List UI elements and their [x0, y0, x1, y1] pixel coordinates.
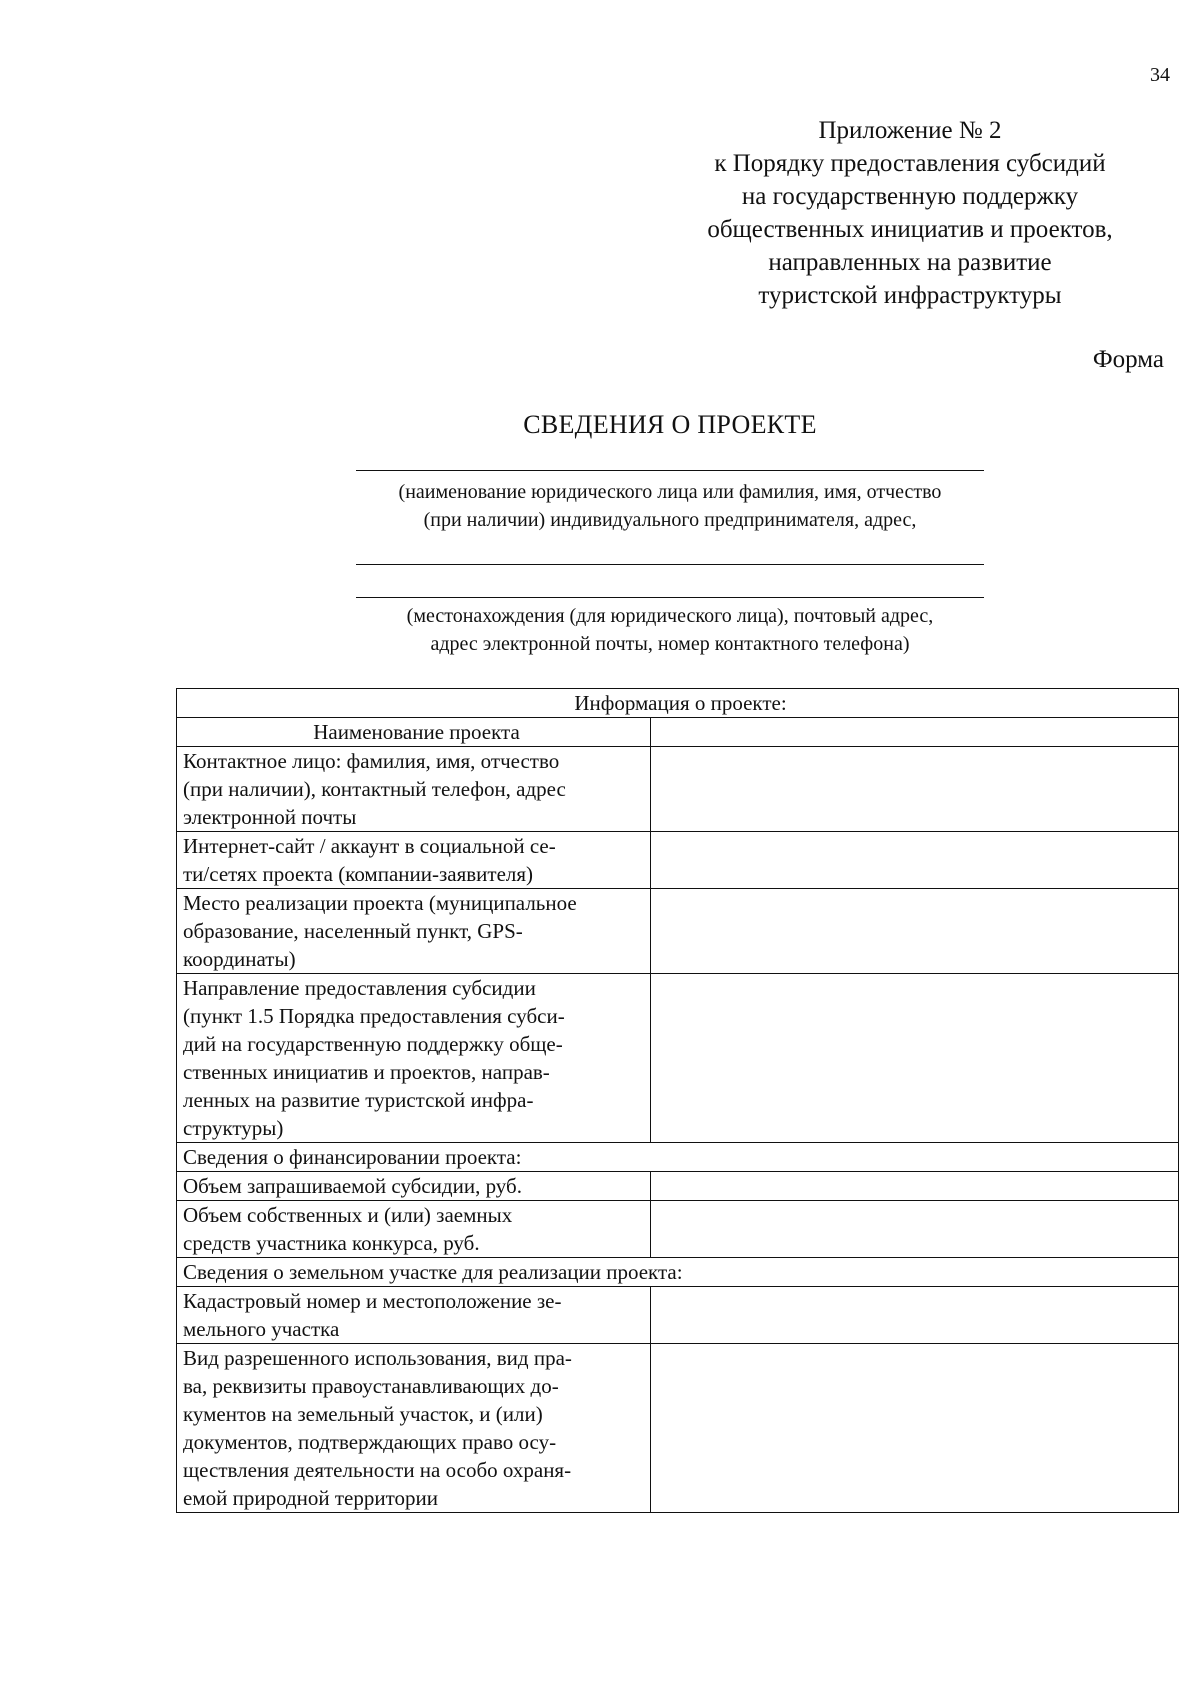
applicant-address-caption: [320, 602, 1020, 658]
caption-line: (при наличии) индивидуального предпринимателя, адрес,: [423, 509, 917, 531]
table-row: [177, 718, 1179, 747]
cell-line: кументов на земельный участок, и (или): [183, 1402, 543, 1426]
fill-in-line: [356, 597, 984, 598]
contact-person-value[interactable]: [651, 747, 1179, 832]
website-value[interactable]: [651, 832, 1179, 889]
caption-line: (местонахождения (для юридического лица), почтовый адрес,: [406, 605, 934, 627]
appendix-line: на государственную поддержку: [741, 183, 1079, 210]
permitted-use-value[interactable]: [651, 1344, 1179, 1513]
cell-line: Кадастровый номер и местоположение зе-: [183, 1289, 562, 1313]
own-funds-value[interactable]: [651, 1201, 1179, 1258]
subsidy-amount-value[interactable]: [651, 1172, 1179, 1201]
applicant-name-caption: [320, 478, 1020, 534]
permitted-use-label: [177, 1344, 651, 1513]
cell-line: Контактное лицо: фамилия, имя, отчество: [183, 749, 560, 773]
appendix-line: общественных инициатив и проектов,: [707, 216, 1113, 243]
project-info-table: [176, 688, 1179, 1513]
contact-person-label: [177, 747, 651, 832]
cell-line: ти/сетях проекта (компании-заявителя): [183, 862, 534, 886]
table-row: [177, 1344, 1179, 1513]
table-row: [177, 832, 1179, 889]
cell-line: Объем собственных и (или) заемных: [183, 1203, 513, 1227]
cell-line: емой природной территории: [183, 1486, 438, 1510]
appendix-line: к Порядку предоставления субсидий: [714, 150, 1106, 177]
cell-line: Интернет-сайт / аккаунт в социальной се-: [183, 834, 556, 858]
location-value[interactable]: [651, 889, 1179, 974]
cell-line: ленных на развитие туристской инфра-: [183, 1088, 534, 1112]
project-name-label: Наименование проекта: [177, 718, 651, 747]
subsidy-amount-label: Объем запрашиваемой субсидии, руб.: [177, 1172, 651, 1201]
cell-line: (при наличии), контактный телефон, адрес: [183, 777, 566, 801]
table-header-row: [177, 689, 1179, 718]
caption-line: (наименование юридического лица или фамилия, имя, отчество: [398, 481, 942, 503]
cadastral-number-value[interactable]: [651, 1287, 1179, 1344]
cadastral-number-label: [177, 1287, 651, 1344]
appendix-heading: [640, 114, 1180, 312]
cell-line: координаты): [183, 947, 296, 971]
table-row: [177, 1287, 1179, 1344]
table-row: [177, 1201, 1179, 1258]
appendix-line: туристской инфраструктуры: [758, 282, 1062, 309]
table-header-cell: Информация о проекте:: [177, 689, 1179, 718]
financing-section-heading: Сведения о финансировании проекта:: [177, 1143, 1179, 1172]
subsidy-direction-label: [177, 974, 651, 1143]
cell-line: ва, реквизиты правоустанавливающих до-: [183, 1374, 559, 1398]
table-section-row: [177, 1143, 1179, 1172]
subsidy-direction-value[interactable]: [651, 974, 1179, 1143]
cell-line: Направление предоставления субсидии: [183, 976, 536, 1000]
cell-line: образование, населенный пункт, GPS-: [183, 919, 523, 943]
cell-line: мельного участка: [183, 1317, 340, 1341]
cell-line: Вид разрешенного использования, вид пра-: [183, 1346, 572, 1370]
appendix-line: направленных на развитие: [768, 249, 1052, 276]
document-title: СВЕДЕНИЯ О ПРОЕКТЕ: [523, 410, 817, 439]
website-label: [177, 832, 651, 889]
table-row: [177, 974, 1179, 1143]
cell-line: документов, подтверждающих право осу-: [183, 1430, 557, 1454]
form-label: Форма: [1092, 346, 1164, 373]
table-row: [177, 747, 1179, 832]
table-row: [177, 1172, 1179, 1201]
cell-line: ществления деятельности на особо охраня-: [183, 1458, 572, 1482]
table-section-row: [177, 1258, 1179, 1287]
location-label: [177, 889, 651, 974]
caption-line: адрес электронной почты, номер контактного телефона): [430, 633, 910, 655]
fill-in-line: [356, 564, 984, 565]
fill-in-line: [356, 470, 984, 471]
own-funds-label: [177, 1201, 651, 1258]
table-row: [177, 889, 1179, 974]
cell-line: ственных инициатив и проектов, направ-: [183, 1060, 550, 1084]
cell-line: (пункт 1.5 Порядка предоставления субси-: [183, 1004, 565, 1028]
project-name-value[interactable]: [651, 718, 1179, 747]
cell-line: средств участника конкурса, руб.: [183, 1231, 480, 1255]
cell-line: Место реализации проекта (муниципальное: [183, 891, 577, 915]
page-number: 34: [1150, 64, 1170, 86]
cell-line: структуры): [183, 1116, 284, 1140]
cell-line: электронной почты: [183, 805, 357, 829]
appendix-line: Приложение № 2: [818, 117, 1002, 144]
cell-line: дий на государственную поддержку обще-: [183, 1032, 563, 1056]
land-section-heading: Сведения о земельном участке для реализации проекта:: [177, 1258, 1179, 1287]
